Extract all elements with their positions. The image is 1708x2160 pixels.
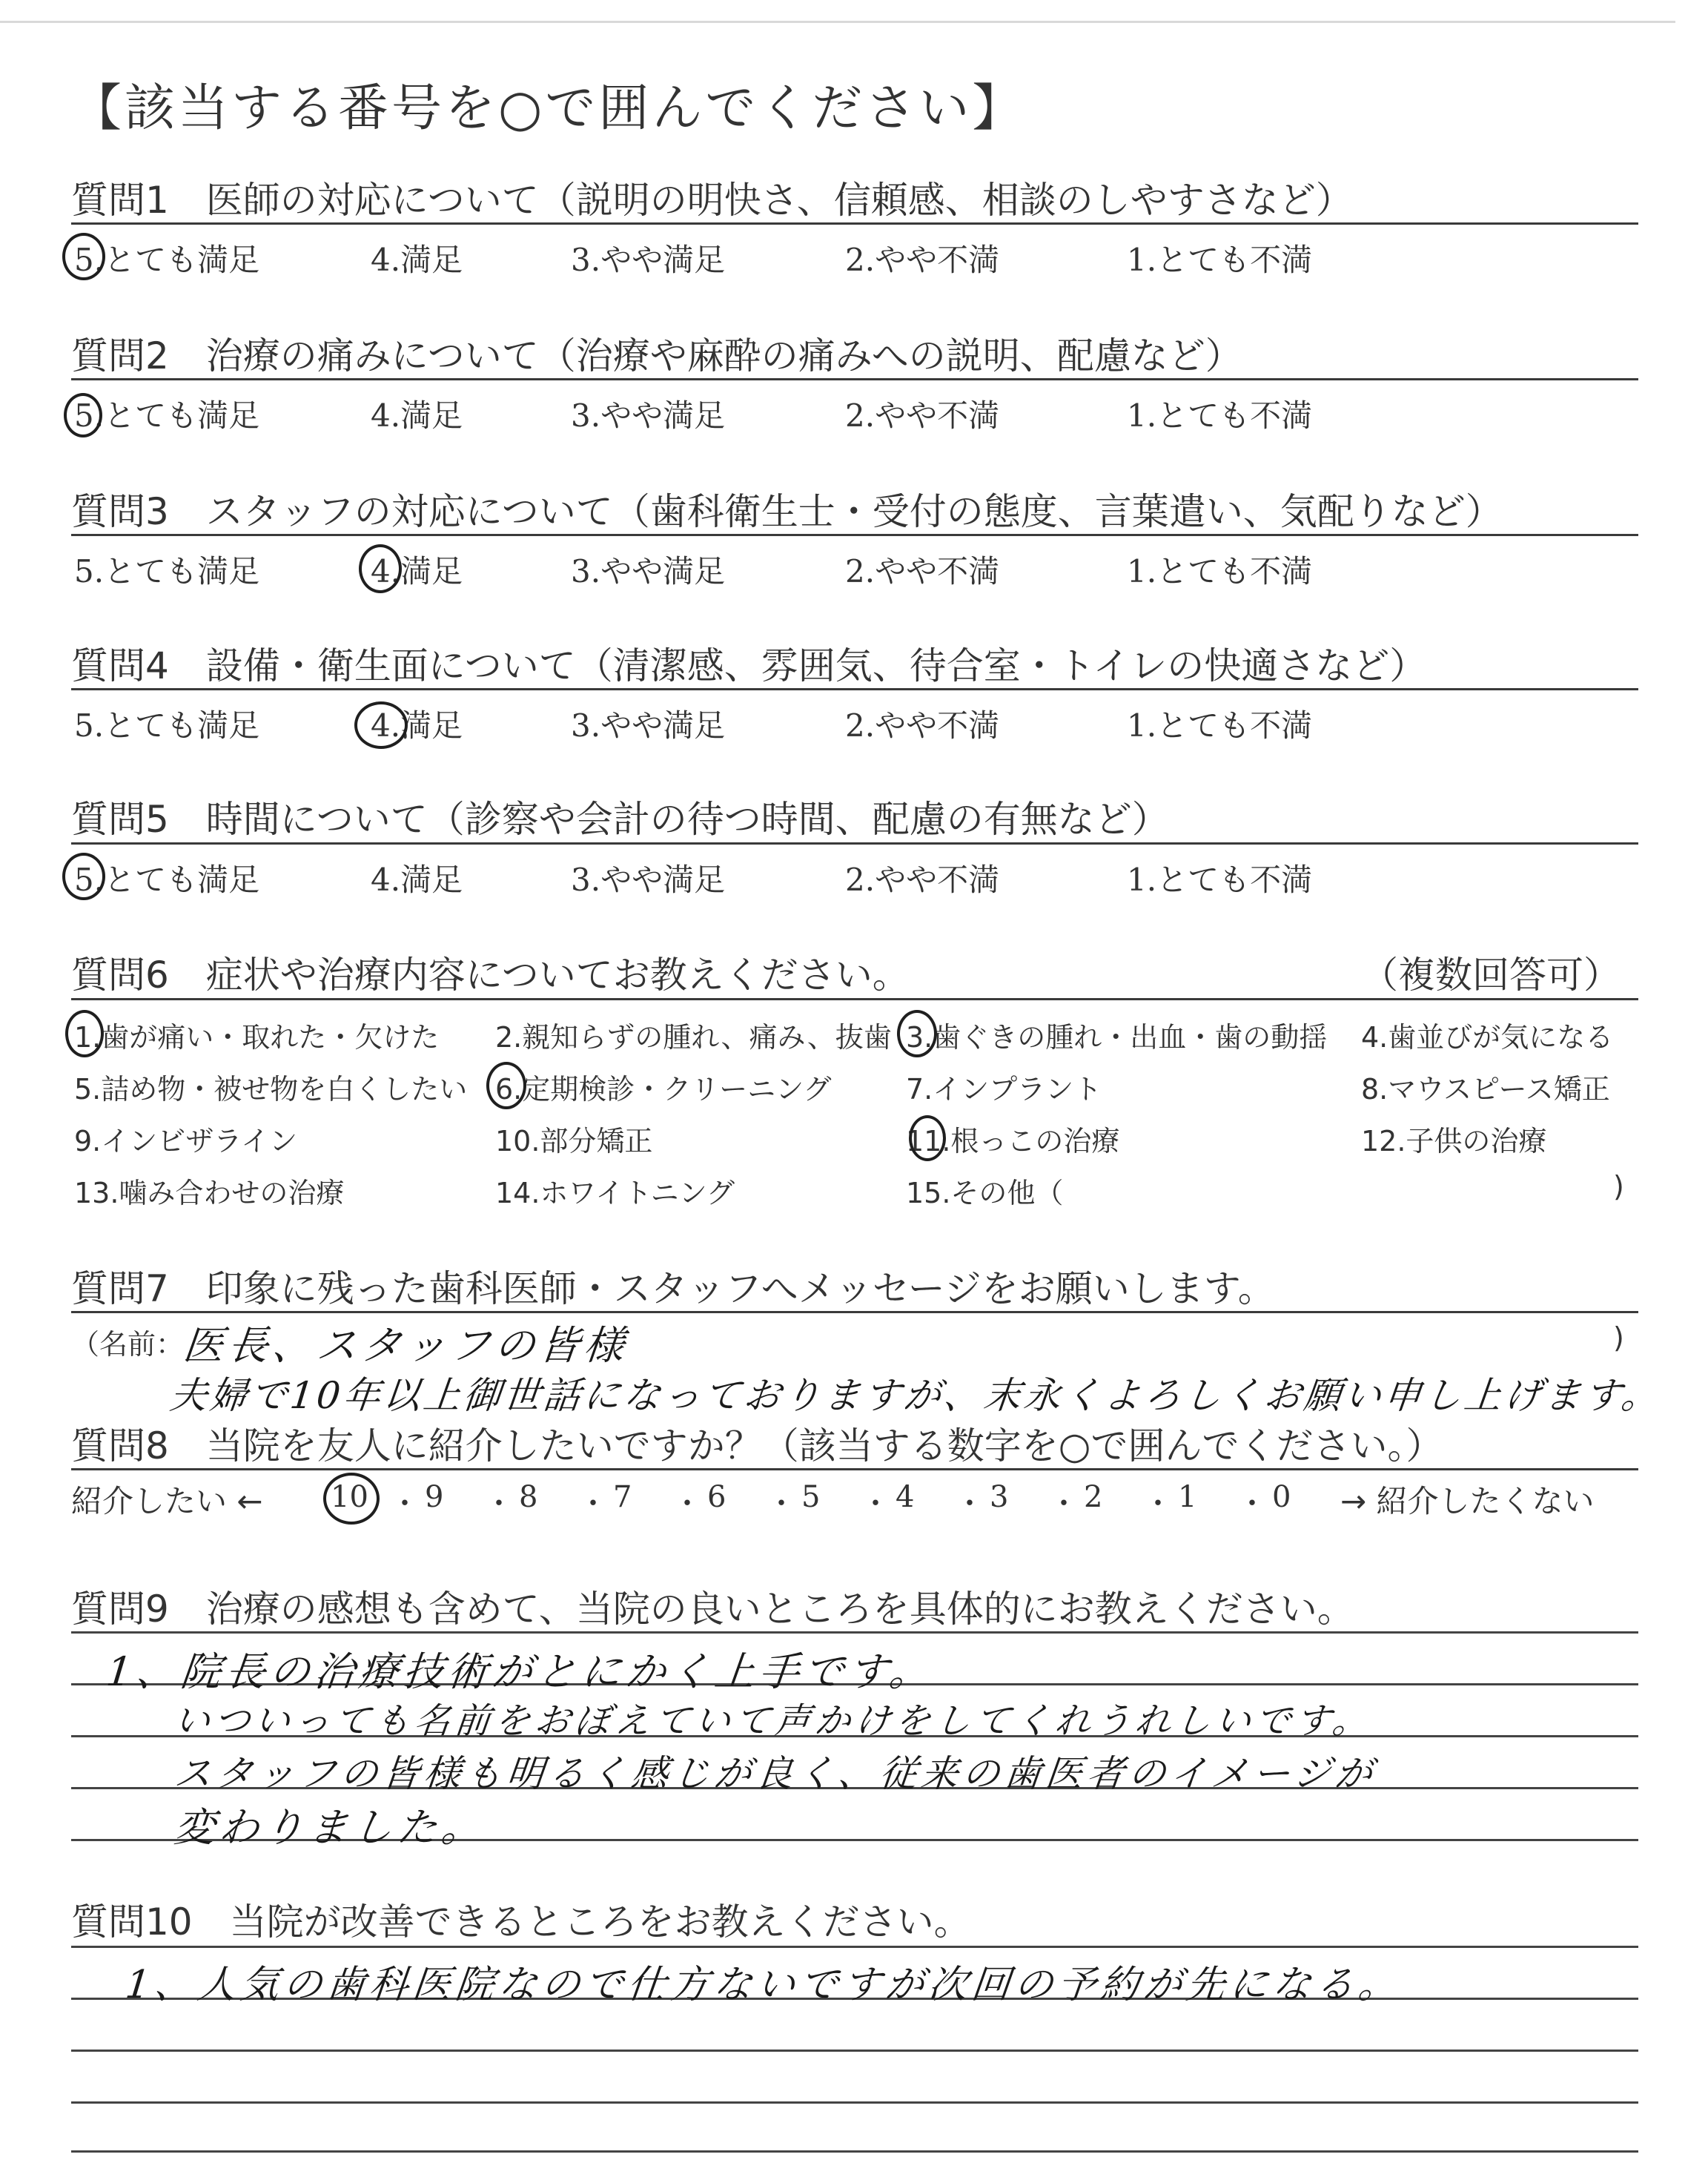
question-5-rule xyxy=(71,842,1638,845)
question-5-label: 質問5 時間について（診察や会計の待つ時間、配慮の有無など） xyxy=(71,798,1169,841)
question-2-rule xyxy=(71,378,1638,380)
q8-scale-6[interactable]: 6 xyxy=(707,1480,726,1514)
q8-right-label: → 紹介したくない xyxy=(1340,1483,1595,1519)
q6-option-11[interactable]: 11.根っこの治療 xyxy=(906,1125,1120,1157)
q9-answer-line-3[interactable]: スタッフの皆様も明るく感じが良く、従来の歯医者のイメージが xyxy=(172,1752,1379,1795)
q6-option-5[interactable]: 5.詰め物・被せ物を白くしたい xyxy=(74,1073,468,1106)
question-3-label: 質問3 スタッフの対応について（歯科衛生士・受付の態度、言葉遣い、気配りなど） xyxy=(71,490,1503,533)
q1-selection-circle xyxy=(62,233,105,280)
q9-answer-line-1[interactable]: 1、院長の治療技術がとにかく上手です。 xyxy=(104,1648,936,1695)
q5-option-3[interactable]: 3.やや満足 xyxy=(571,862,726,898)
q5-option-1[interactable]: 1.とても不満 xyxy=(1127,862,1313,898)
q3-option-2[interactable]: 2.やや不満 xyxy=(845,553,1000,589)
q8-scale-8[interactable]: 8 xyxy=(519,1480,538,1514)
q8-scale-separator: ・ xyxy=(767,1487,796,1521)
question-3-rule xyxy=(71,534,1638,536)
question-7-rule xyxy=(71,1311,1638,1313)
q8-scale-5[interactable]: 5 xyxy=(801,1480,821,1514)
q7-name-close: ) xyxy=(1613,1321,1624,1354)
question-8-label: 質問8 当院を友人に紹介したいですか？（該当する数字を○で囲んでください。） xyxy=(71,1424,1443,1467)
q8-scale-separator: ・ xyxy=(1143,1487,1173,1521)
q8-scale-7[interactable]: 7 xyxy=(613,1480,632,1514)
question-6-rule xyxy=(71,998,1638,1000)
q3-option-3[interactable]: 3.やや満足 xyxy=(571,553,726,589)
q2-option-3[interactable]: 3.やや満足 xyxy=(571,397,726,434)
q6-selection-circle-11 xyxy=(909,1115,946,1161)
q6-selection-circle-1 xyxy=(65,1010,104,1057)
q3-selection-circle xyxy=(359,544,402,593)
q8-scale-2[interactable]: 2 xyxy=(1084,1480,1103,1514)
question-6-label: 質問6 症状や治療内容についてお教えください。 xyxy=(71,954,910,997)
q6-option-4[interactable]: 4.歯並びが気になる xyxy=(1361,1021,1614,1054)
q8-scale-3[interactable]: 3 xyxy=(990,1480,1009,1514)
page-title: 【該当する番号を○で囲んでください】 xyxy=(71,79,1026,138)
q4-selection-circle xyxy=(354,701,408,749)
q8-scale-separator: ・ xyxy=(578,1487,608,1521)
question-7-label: 質問7 印象に残った歯科医師・スタッフへメッセージをお願いします。 xyxy=(71,1267,1275,1310)
q10-line-4 xyxy=(71,2101,1638,2104)
q8-scale-4[interactable]: 4 xyxy=(896,1480,915,1514)
q6-option-9[interactable]: 9.インビザライン xyxy=(74,1125,298,1157)
question-10-label: 質問10 当院が改善できるところをお教えください。 xyxy=(71,1900,971,1943)
top-border xyxy=(0,21,1675,23)
q10-answer-line-1[interactable]: 1、人気の歯科医院なので仕方ないですが次回の予約が先になる。 xyxy=(123,1963,1404,2007)
question-2-label: 質問2 治療の痛みについて（治療や麻酔の痛みへの説明、配慮など） xyxy=(71,334,1242,377)
q6-option-1[interactable]: 1.歯が痛い・取れた・欠けた xyxy=(74,1021,440,1054)
q6-option-3[interactable]: 3.歯ぐきの腫れ・出血・歯の動揺 xyxy=(906,1021,1328,1054)
q4-option-2[interactable]: 2.やや不満 xyxy=(845,707,1000,744)
q10-line-5 xyxy=(71,2150,1638,2153)
q6-other-close: ) xyxy=(1613,1170,1624,1203)
q8-scale-9[interactable]: 9 xyxy=(425,1480,444,1514)
q3-option-5[interactable]: 5.とても満足 xyxy=(74,553,260,589)
q7-name-handwritten[interactable]: 医長、スタッフの皆様 xyxy=(181,1322,631,1369)
q5-option-2[interactable]: 2.やや不満 xyxy=(845,862,1000,898)
q8-scale-separator: ・ xyxy=(672,1487,702,1521)
q6-option-15[interactable]: 15.その他（ xyxy=(906,1177,1064,1209)
q6-selection-circle-3 xyxy=(897,1010,937,1057)
q6-selection-circle-6 xyxy=(486,1062,526,1109)
q9-answer-line-2[interactable]: いついっても名前をおぼえていて声かけをしてくれうれしいです。 xyxy=(172,1700,1375,1742)
q6-option-12[interactable]: 12.子供の治療 xyxy=(1361,1125,1547,1157)
q2-selection-circle xyxy=(64,393,102,437)
question-8-rule xyxy=(71,1468,1638,1470)
q10-line-1 xyxy=(71,1946,1638,1948)
q6-option-7[interactable]: 7.インプラント xyxy=(906,1073,1102,1106)
q5-option-4[interactable]: 4.満足 xyxy=(371,862,463,898)
q4-option-1[interactable]: 1.とても不満 xyxy=(1127,707,1313,744)
q5-option-5[interactable]: 5.とても満足 xyxy=(74,862,260,898)
question-1-rule xyxy=(71,222,1638,225)
q8-scale-separator: ・ xyxy=(861,1487,890,1521)
q3-option-1[interactable]: 1.とても不満 xyxy=(1127,553,1313,589)
q8-selection-circle xyxy=(323,1473,380,1525)
q6-option-6[interactable]: 6.定期検診・クリーニング xyxy=(495,1073,832,1106)
q8-scale-separator: ・ xyxy=(1237,1487,1267,1521)
q1-option-1[interactable]: 1.とても不満 xyxy=(1127,242,1313,278)
q7-message-handwritten[interactable]: 夫婦で10年以上御世話になっておりますが、末永くよろしくお願い申し上げます。 xyxy=(168,1374,1664,1417)
q6-option-14[interactable]: 14.ホワイトニング xyxy=(495,1177,735,1209)
question-4-label: 質問4 設備・衛生面について（清潔感、雰囲気、待合室・トイレの快適さなど） xyxy=(71,644,1427,687)
q4-option-3[interactable]: 3.やや満足 xyxy=(571,707,726,744)
q8-scale-separator: ・ xyxy=(484,1487,514,1521)
q8-scale-10[interactable]: 10 xyxy=(331,1480,368,1514)
q8-scale-0[interactable]: 0 xyxy=(1272,1480,1291,1514)
q9-answer-line-4[interactable]: 変わりました。 xyxy=(172,1804,489,1851)
q1-option-5[interactable]: 5.とても満足 xyxy=(74,242,260,278)
q8-scale-separator: ・ xyxy=(955,1487,984,1521)
q8-scale-separator: ・ xyxy=(390,1487,420,1521)
q3-option-4[interactable]: 4.満足 xyxy=(371,553,463,589)
q9-line-1 xyxy=(71,1631,1638,1634)
q1-option-3[interactable]: 3.やや満足 xyxy=(571,242,726,278)
q2-option-1[interactable]: 1.とても不満 xyxy=(1127,397,1313,434)
q8-scale-1[interactable]: 1 xyxy=(1178,1480,1197,1514)
q6-option-2[interactable]: 2.親知らずの腫れ、痛み、抜歯 xyxy=(495,1021,892,1054)
q6-option-10[interactable]: 10.部分矯正 xyxy=(495,1125,653,1157)
q6-option-8[interactable]: 8.マウスピース矯正 xyxy=(1361,1073,1610,1106)
question-4-rule xyxy=(71,688,1638,690)
q1-option-2[interactable]: 2.やや不満 xyxy=(845,242,1000,278)
q4-option-4[interactable]: 4.満足 xyxy=(371,707,463,744)
q7-name-label: （名前： xyxy=(71,1328,185,1361)
q4-option-5[interactable]: 5.とても満足 xyxy=(74,707,260,744)
q8-left-label: 紹介したい ← xyxy=(71,1483,263,1519)
q5-selection-circle xyxy=(62,853,105,900)
q1-option-4[interactable]: 4.満足 xyxy=(371,242,463,278)
question-6-note: （複数回答可） xyxy=(1361,954,1621,997)
question-1-label: 質問1 医師の対応について（説明の明快さ、信頼感、相談のしやすさなど） xyxy=(71,179,1353,222)
q2-option-4[interactable]: 4.満足 xyxy=(371,397,463,434)
q6-option-13[interactable]: 13.噛み合わせの治療 xyxy=(74,1177,345,1209)
q8-scale-separator: ・ xyxy=(1049,1487,1079,1521)
q2-option-5[interactable]: 5.とても満足 xyxy=(74,397,260,434)
q2-option-2[interactable]: 2.やや不満 xyxy=(845,397,1000,434)
question-9-label: 質問9 治療の感想も含めて、当院の良いところを具体的にお教えください。 xyxy=(71,1588,1354,1631)
q10-line-3 xyxy=(71,2050,1638,2052)
